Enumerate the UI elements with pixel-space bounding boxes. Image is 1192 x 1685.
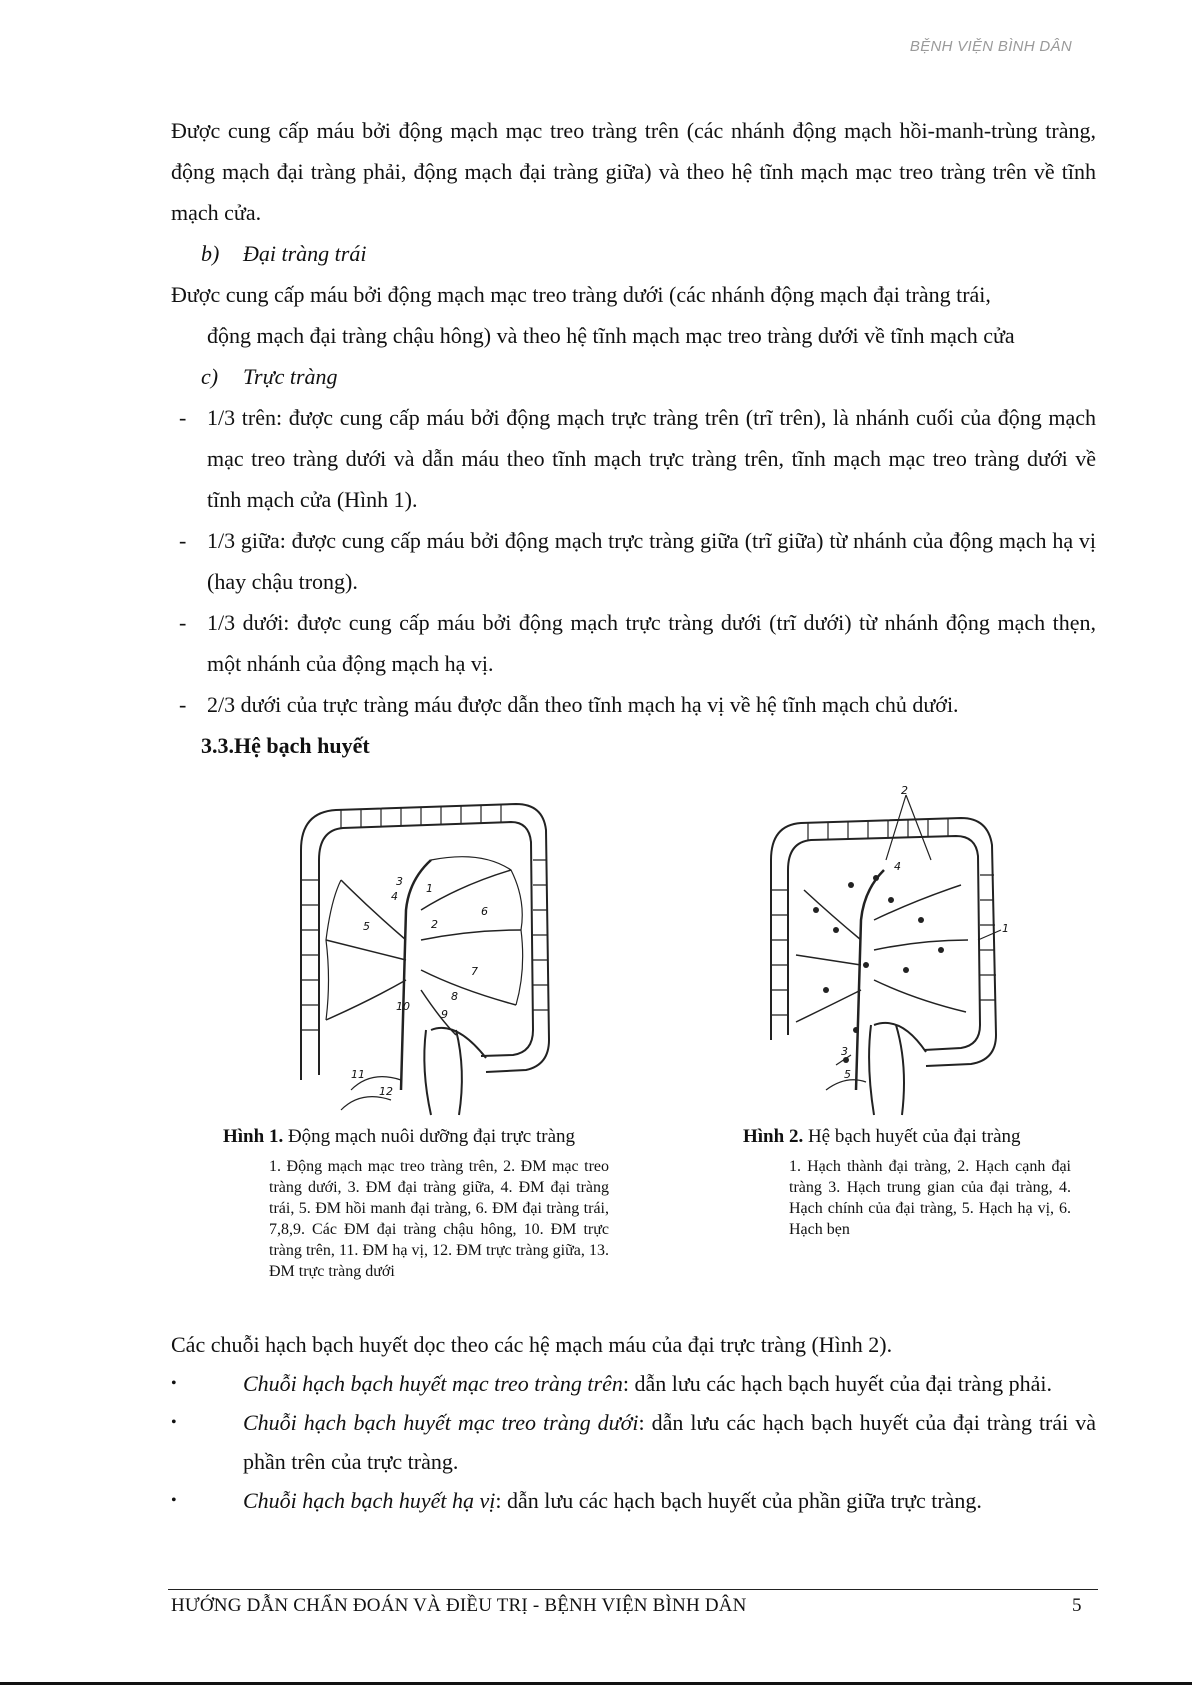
bullet-item <box>171 1403 1096 1481</box>
subheading-c-label: c) <box>201 364 219 389</box>
section-b-line-2: động mạch đại tràng chậu hông) và theo hệ tĩnh mạch mạc treo tràng dưới về tĩnh mạch cửa <box>207 323 1015 348</box>
fig2-label: 1 <box>1002 922 1009 935</box>
list-item <box>171 520 1096 602</box>
dash-marker: - <box>179 405 187 430</box>
list-item <box>171 602 1096 684</box>
fig1-label: 8 <box>451 990 458 1003</box>
fig1-label: 11 <box>351 1068 365 1081</box>
figure-2-label: Hình 2. <box>743 1126 804 1147</box>
subheading-b <box>171 233 1096 274</box>
figure-1-title <box>223 1126 575 1148</box>
bullet-item <box>171 1481 1096 1520</box>
bullet-desc: : dẫn lưu các hạch bạch huyết của phần giữa trực tràng. <box>495 1488 982 1513</box>
figure-2-labels <box>756 784 1016 1120</box>
figure-2-title-text: Hệ bạch huyết của đại tràng <box>803 1126 1021 1147</box>
fig1-label: 12 <box>379 1085 393 1098</box>
fig2-label: 2 <box>901 784 908 797</box>
fig1-label: 3 <box>396 875 403 888</box>
lymph-intro: Các chuỗi hạch bạch huyết dọc theo các hệ mạch máu của đại trực tràng (Hình 2). <box>171 1332 893 1357</box>
fig1-label: 1 <box>426 882 433 895</box>
page-header: BỆNH VIỆN BÌNH DÂN <box>909 38 1072 55</box>
figure-1-labels <box>291 790 591 1120</box>
fig1-label: 7 <box>471 965 478 978</box>
dash-marker: - <box>179 692 187 717</box>
fig2-label: 5 <box>844 1068 851 1081</box>
bullet-marker: • <box>171 1414 177 1431</box>
section-b-line-1: Được cung cấp máu bởi động mạch mạc treo tràng dưới (các nhánh động mạch đại tràng trái, <box>171 282 991 307</box>
subheading-c-title: Trực tràng <box>243 364 338 389</box>
dash-marker: - <box>179 610 187 635</box>
fig1-label: 4 <box>391 890 398 903</box>
subheading-b-title: Đại tràng trái <box>243 241 367 266</box>
figure-1-caption: 1. Động mạch mạc treo tràng trên, 2. ĐM mạc treo tràng dưới, 3. ĐM đại tràng giữa, 4. ĐM đại tràng trái, 5. ĐM hồi manh đại tràng, 6. ĐM đại tràng trái, 7,8,9. Các ĐM đại tràng chậu hông, 10. ĐM trực tràng trên, 11. ĐM hạ vị, 12. ĐM trực tràng giữa, 13. ĐM trực tràng dưới <box>269 1158 609 1280</box>
list-item-text: 1/3 trên: được cung cấp máu bởi động mạch trực tràng trên (trĩ trên), là nhánh cuối của động mạch mạc treo tràng dưới và dẫn máu theo tĩnh mạch trực tràng trên, tĩnh mạch mạc treo tràng dưới về tĩnh mạch cửa (Hình 1). <box>207 405 1096 512</box>
footer-title: HƯỚNG DẪN CHẨN ĐOÁN VÀ ĐIỀU TRỊ - BỆNH VIỆN BÌNH DÂN <box>171 1595 747 1616</box>
figure-2-title <box>743 1126 1021 1148</box>
bullet-marker: • <box>171 1492 177 1509</box>
bullet-marker: • <box>171 1375 177 1392</box>
figures-area <box>171 780 1096 1320</box>
fig2-label: 3 <box>841 1045 848 1058</box>
list-item-text: 1/3 dưới: được cung cấp máu bởi động mạch trực tràng dưới (trĩ dưới) từ nhánh động mạch thẹn, một nhánh của động mạch hạ vị. <box>207 610 1096 676</box>
subheading-c <box>171 356 1096 397</box>
figure-1-title-text: Động mạch nuôi dưỡng đại trực tràng <box>283 1126 576 1147</box>
page-number: 5 <box>1072 1595 1082 1616</box>
section-heading-lymph: 3.3.Hệ bạch huyết <box>201 733 370 758</box>
bullet-desc: : dẫn lưu các hạch bạch huyết của đại tràng phải. <box>622 1371 1052 1396</box>
list-item-text: 1/3 giữa: được cung cấp máu bởi động mạch trực tràng giữa (trĩ giữa) từ nhánh của động mạch hạ vị (hay chậu trong). <box>207 528 1096 594</box>
fig1-label: 5 <box>363 920 370 933</box>
list-item <box>171 397 1096 520</box>
dash-marker: - <box>179 528 187 553</box>
fig1-label: 2 <box>431 918 438 931</box>
list-item-text: 2/3 dưới của trực tràng máu được dẫn theo tĩnh mạch hạ vị về hệ tĩnh mạch chủ dưới. <box>207 692 959 717</box>
bullet-term: Chuỗi hạch bạch huyết mạc treo tràng dưới <box>243 1410 639 1435</box>
lymph-section <box>171 1325 1096 1520</box>
fig1-label: 9 <box>441 1008 448 1021</box>
main-text <box>171 110 1096 766</box>
fig2-label: 4 <box>894 860 901 873</box>
intro-paragraph: Được cung cấp máu bởi động mạch mạc treo tràng trên (các nhánh động mạch hồi-manh-trùng tràng, động mạch đại tràng phải, động mạch đại tràng giữa) và theo hệ tĩnh mạch mạc treo tràng trên về tĩnh mạch cửa. <box>171 118 1096 225</box>
footer-divider <box>168 1589 1098 1590</box>
fig1-label: 6 <box>481 905 488 918</box>
subheading-b-label: b) <box>201 241 220 266</box>
bullet-term: Chuỗi hạch bạch huyết hạ vị <box>243 1488 496 1513</box>
fig1-label: 10 <box>396 1000 410 1013</box>
figure-1-label: Hình 1. <box>223 1126 284 1147</box>
bullet-desc: : dẫn lưu các hạch bạch huyết của đại tràng trái và phần trên của trực tràng. <box>243 1410 1096 1474</box>
figure-2-caption: 1. Hạch thành đại tràng, 2. Hạch cạnh đại tràng 3. Hạch trung gian của đại tràng, 4. Hạch chính của đại tràng, 5. Hạch hạ vị, 6. Hạch bẹn <box>789 1158 1071 1238</box>
bullet-term: Chuỗi hạch bạch huyết mạc treo tràng trên <box>243 1371 623 1396</box>
list-item <box>171 684 1096 725</box>
bullet-item <box>171 1364 1096 1403</box>
